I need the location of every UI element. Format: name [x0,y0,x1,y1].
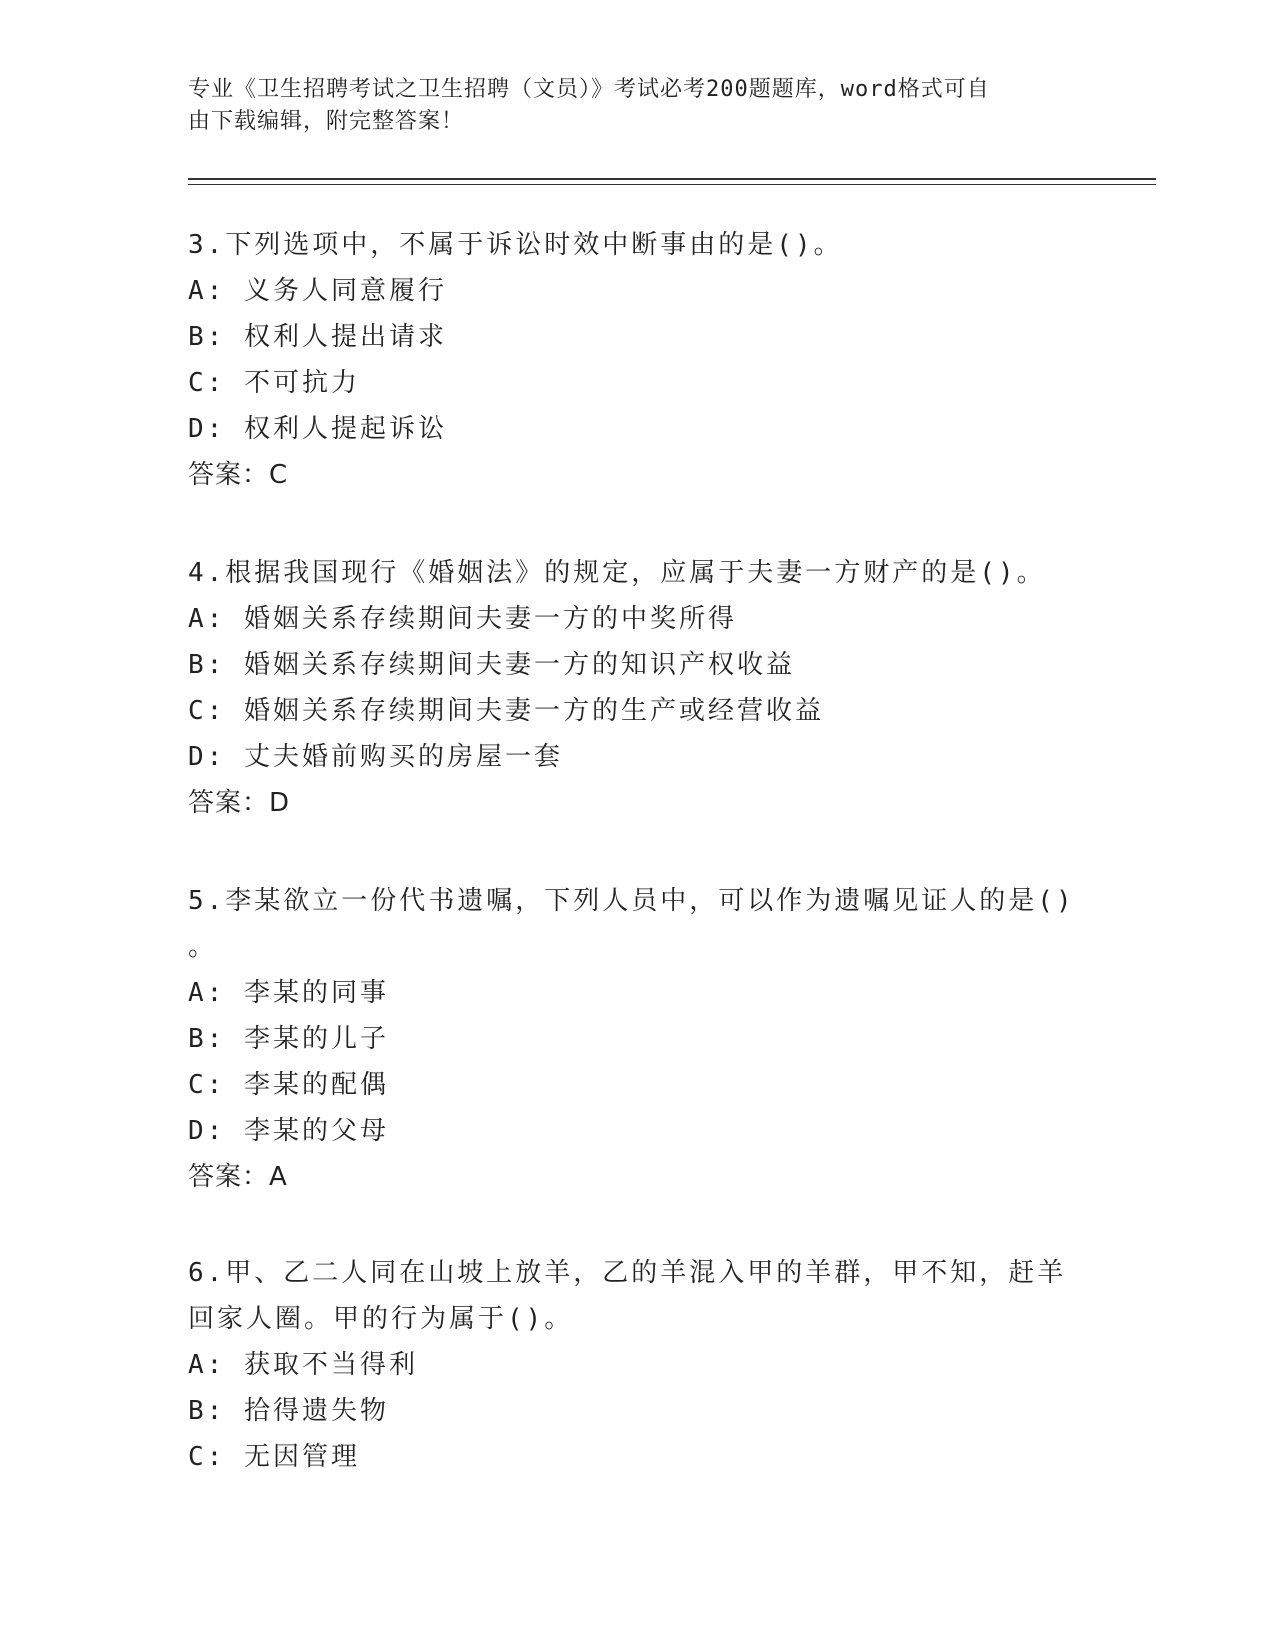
option-d: D: 丈夫婚前购买的房屋一套 [188,742,563,772]
option-d: D: 权利人提起诉讼 [188,414,447,444]
document-header [188,74,1068,138]
option-c: C: 不可抗力 [188,368,360,398]
question-3 [188,222,1068,498]
question-stem-line-1: 6.甲、乙二人同在山坡上放羊，乙的羊混入甲的羊群，甲不知，赶羊 [188,1258,1067,1288]
answer-label: 答案：D [188,788,291,818]
question-4 [188,550,1068,826]
option-b: B: 婚姻关系存续期间夫妻一方的知识产权收益 [188,650,795,680]
option-c: C: 李某的配偶 [188,1070,389,1100]
answer-label: 答案：C [188,460,289,490]
header-divider-thick [188,178,1156,180]
option-c: C: 无因管理 [188,1442,360,1472]
question-stem-line-2: 。 [188,932,218,962]
question-stem: 3.下列选项中，不属于诉讼时效中断事由的是()。 [188,230,843,260]
option-a: A: 义务人同意履行 [188,276,447,306]
option-d: D: 李某的父母 [188,1116,389,1146]
option-a: A: 婚姻关系存续期间夫妻一方的中奖所得 [188,604,737,634]
question-5 [188,878,1075,1200]
header-line-2: 由下载编辑，附完整答案！ [188,109,465,134]
question-stem-line-1: 5.李某欲立一份代书遗嘱，下列人员中，可以作为遗嘱见证人的是() [188,886,1075,916]
option-c: C: 婚姻关系存续期间夫妻一方的生产或经营收益 [188,696,824,726]
question-6 [188,1250,1068,1480]
option-b: B: 李某的儿子 [188,1024,389,1054]
header-line-1: 专业《卫生招聘考试之卫生招聘（文员）》考试必考200题题库，word格式可自 [188,77,990,102]
question-stem: 4.根据我国现行《婚姻法》的规定，应属于夫妻一方财产的是()。 [188,558,1046,588]
option-b: B: 权利人提出请求 [188,322,447,352]
option-b: B: 拾得遗失物 [188,1396,389,1426]
option-a: A: 获取不当得利 [188,1350,418,1380]
header-divider-thin [188,184,1156,185]
option-a: A: 李某的同事 [188,978,389,1008]
question-stem-line-2: 回家人圈。甲的行为属于()。 [188,1304,574,1334]
answer-label: 答案：A [188,1162,288,1192]
